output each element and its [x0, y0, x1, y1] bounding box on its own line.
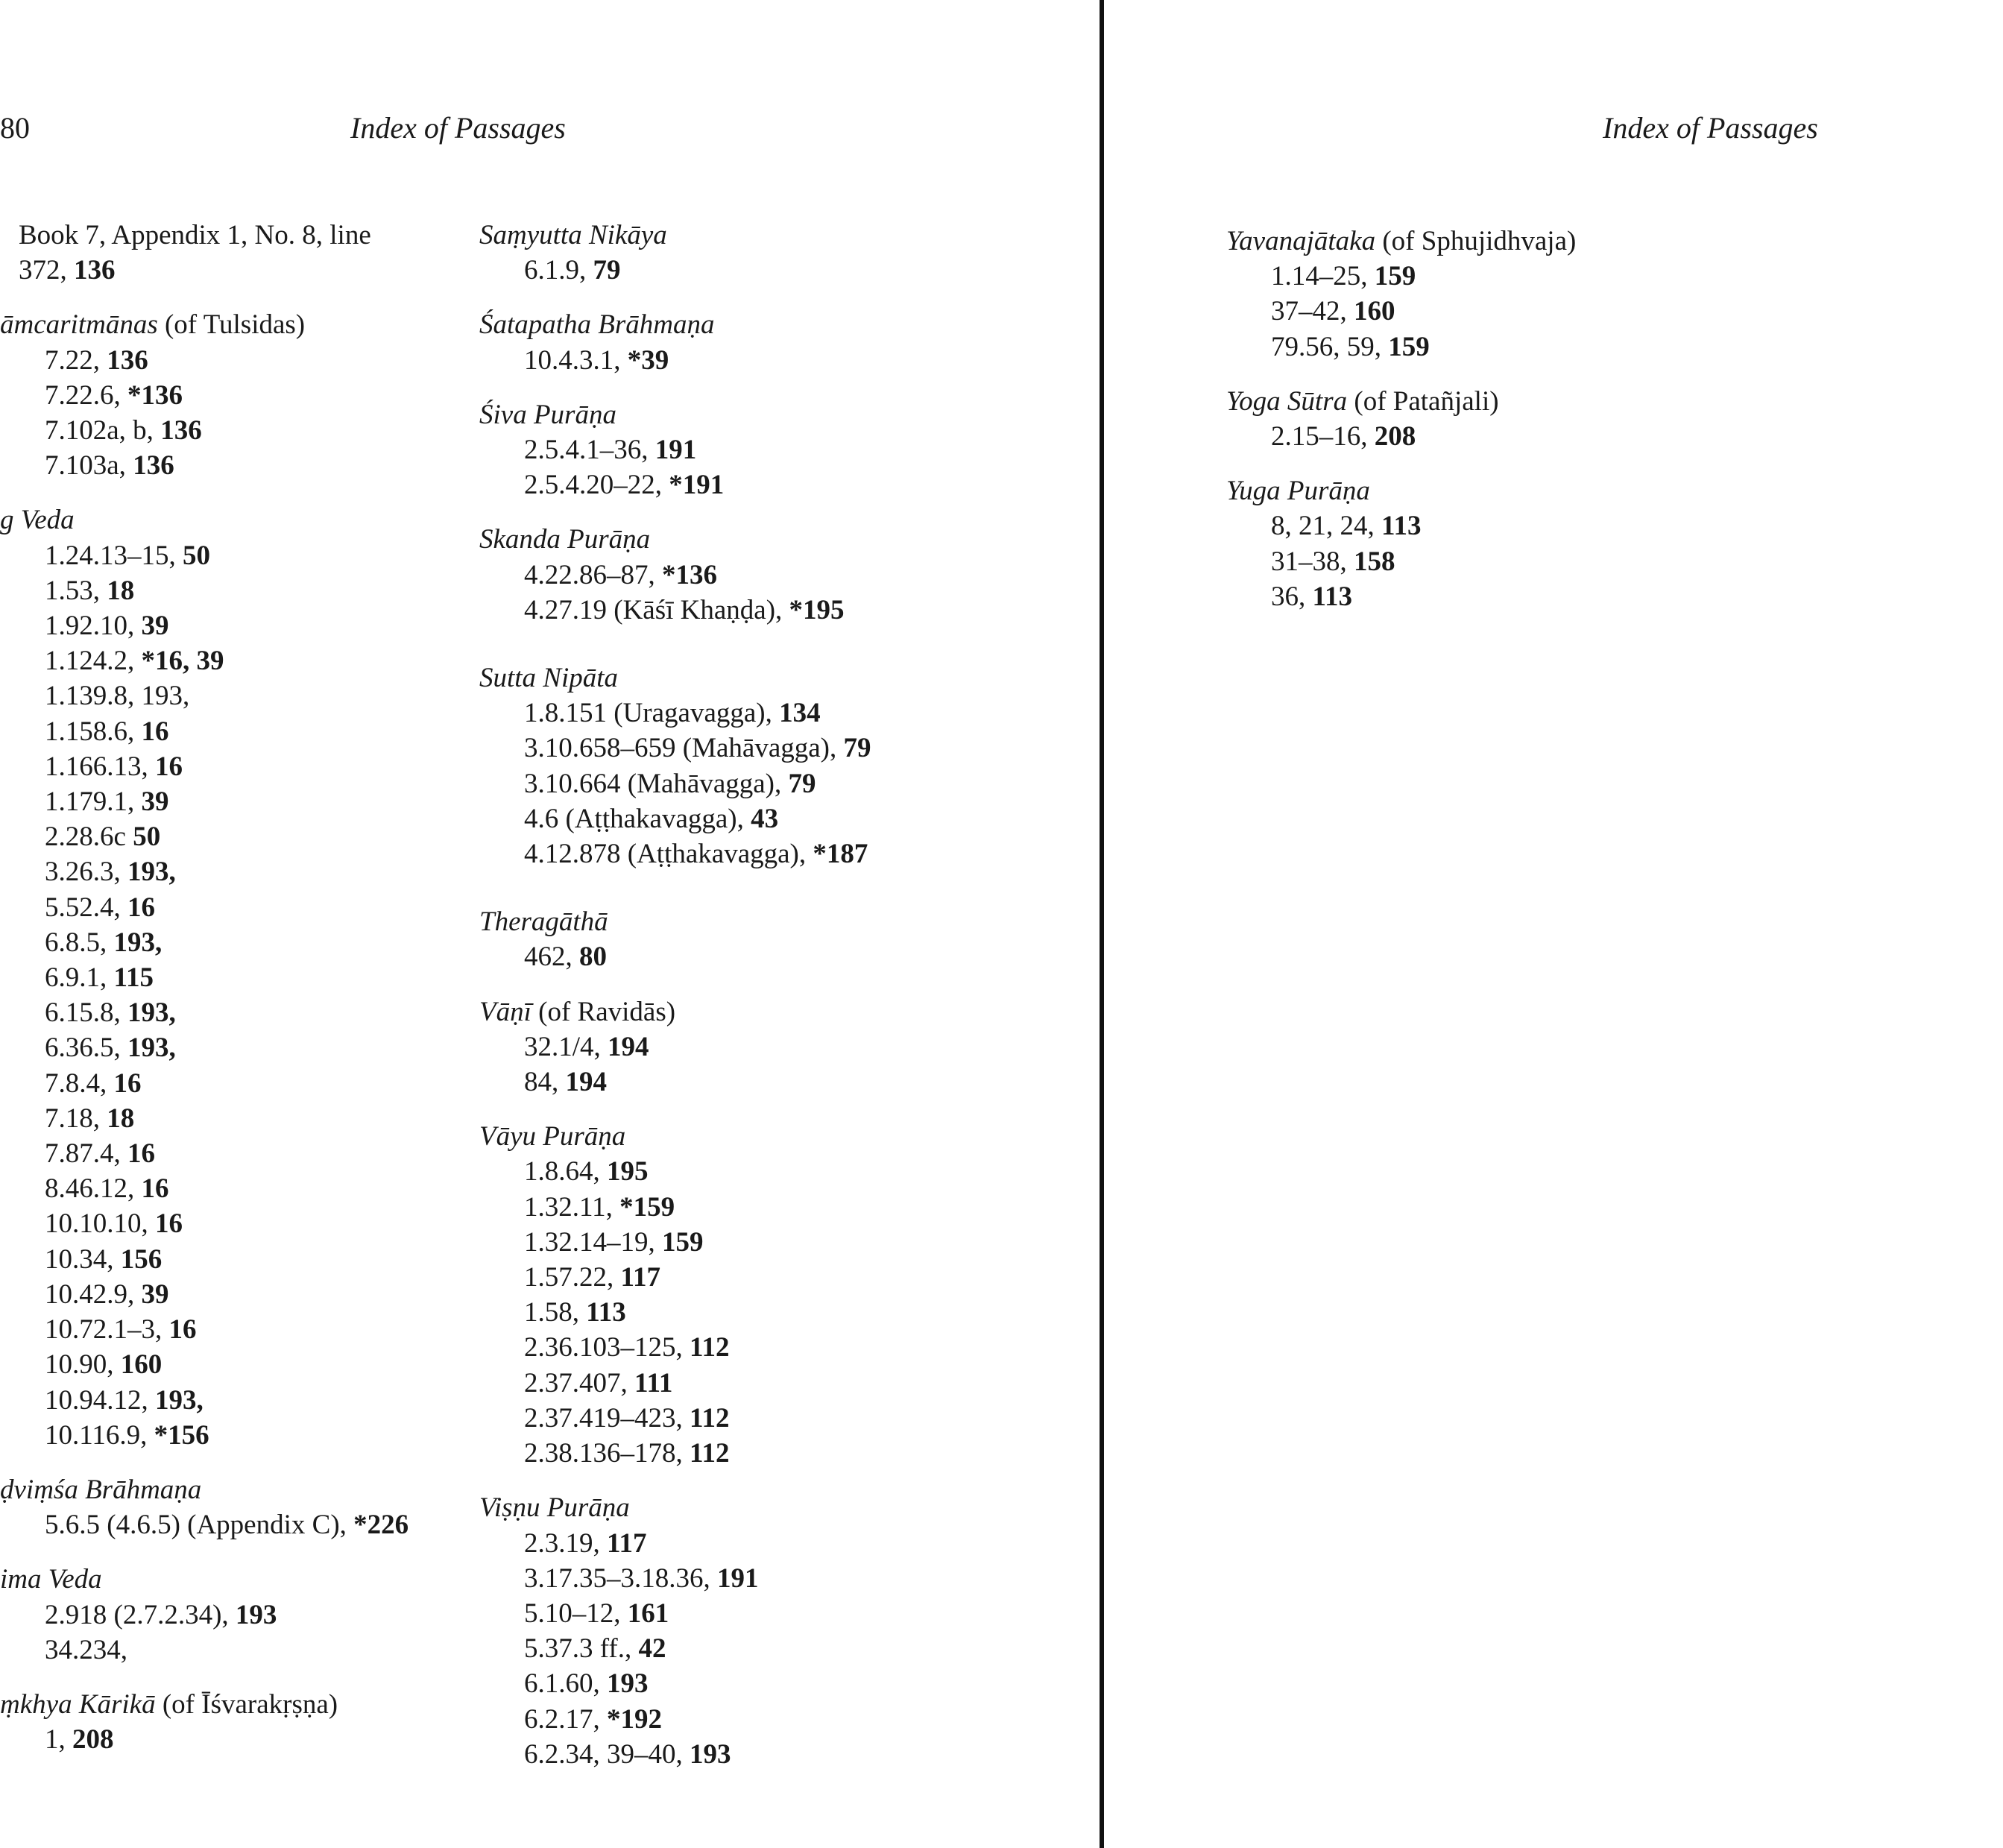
reference-page: 79 — [593, 255, 621, 286]
reference-locator: 3.10.664 (Mahāvagga), — [524, 768, 789, 799]
index-entry — [479, 397, 1046, 503]
reference-page: 193, — [127, 997, 176, 1029]
reference-line — [479, 1561, 1046, 1596]
reference-locator: 1.8.64, — [524, 1156, 607, 1188]
reference-locator: 1.166.13, — [45, 751, 155, 782]
index-column-left-a — [0, 218, 447, 1776]
index-entry — [0, 1562, 447, 1668]
reference-locator: 36, — [1271, 581, 1313, 612]
reference-locator: 462, — [524, 942, 579, 973]
reference-page: 16 — [127, 892, 155, 923]
reference-locator: 7.22, — [45, 344, 107, 376]
index-entry — [0, 218, 447, 288]
index-entry — [1226, 473, 1897, 614]
reference-locator: 1.53, — [45, 575, 107, 606]
reference-locator: 1.24.13–15, — [45, 540, 183, 571]
reference-line — [0, 573, 447, 608]
reference-locator: 4.27.19 (Kāśī Khaṇḍa), — [524, 594, 789, 625]
reference-page: 43 — [751, 803, 779, 834]
page-number: 80 — [0, 111, 30, 145]
reference-locator: 2.28.6c — [45, 821, 133, 853]
index-entry — [1226, 224, 1897, 365]
reference-locator: 2.918 (2.7.2.34), — [45, 1599, 236, 1630]
reference-locator: 4.6 (Aṭṭhakavagga), — [524, 803, 751, 834]
reference-page: *191 — [669, 470, 725, 501]
reference-locator: 6.8.5, — [45, 927, 114, 958]
reference-line — [0, 1633, 447, 1668]
reference-locator: 3.10.658–659 (Mahāvagga), — [524, 733, 844, 764]
reference-locator: 8.46.12, — [45, 1173, 142, 1205]
reference-line — [479, 593, 1046, 628]
text-title: Sutta Nipāta — [479, 663, 619, 694]
reference-line — [0, 1312, 447, 1347]
index-entry — [479, 994, 1046, 1100]
reference-page: 18 — [107, 575, 135, 606]
reference-line — [0, 784, 447, 819]
reference-page: *136 — [127, 379, 183, 411]
index-heading — [0, 307, 447, 342]
index-heading — [479, 994, 1046, 1029]
reference-locator: Book 7, Appendix 1, No. 8, line — [19, 220, 371, 250]
reference-page: 50 — [133, 821, 161, 853]
reference-page: 159 — [662, 1226, 704, 1258]
reference-line — [479, 1526, 1046, 1561]
reference-line — [1226, 544, 1897, 579]
text-title: Yoga Sūtra — [1226, 385, 1348, 417]
index-entry — [0, 307, 447, 483]
reference-line — [479, 1154, 1046, 1189]
reference-line — [479, 801, 1046, 836]
reference-page: 16 — [127, 1138, 155, 1170]
reference-page: 191 — [717, 1562, 759, 1594]
reference-locator: 1.32.11, — [524, 1191, 620, 1223]
text-title: Vāṇī — [479, 996, 531, 1027]
reference-line — [0, 1171, 447, 1206]
text-title: Yuga Purāṇa — [1226, 476, 1370, 507]
reference-locator: 1.58, — [524, 1297, 587, 1328]
index-entry — [0, 502, 447, 1452]
reference-locator: 1.92.10, — [45, 611, 142, 642]
reference-page: 111 — [634, 1367, 673, 1398]
reference-locator: 6.15.8, — [45, 997, 127, 1029]
reference-page: *16, 39 — [141, 646, 224, 677]
text-title: Viṣṇu Purāṇa — [479, 1492, 630, 1524]
reference-line — [479, 1702, 1046, 1737]
reference-page: 117 — [620, 1262, 660, 1293]
reference-locator: 3.17.35–3.18.36, — [524, 1562, 717, 1594]
reference-page: 193 — [607, 1668, 649, 1700]
reference-locator: 1.179.1, — [45, 786, 142, 818]
reference-line — [479, 1596, 1046, 1631]
running-head-left: Index of Passages — [350, 111, 566, 145]
reference-locator: 5.52.4, — [45, 892, 127, 923]
reference-line — [0, 608, 447, 643]
reference-line — [0, 1242, 447, 1277]
text-title: Theragāthā — [479, 906, 608, 938]
reference-page: *195 — [789, 594, 845, 625]
index-entry — [1226, 384, 1897, 454]
reference-locator: 2.38.136–178, — [524, 1438, 690, 1469]
reference-page: *156 — [154, 1419, 209, 1451]
reference-page: 159 — [1374, 261, 1416, 292]
reference-page: 194 — [565, 1067, 607, 1098]
reference-page: 39 — [141, 786, 169, 818]
reference-page: 113 — [1381, 511, 1422, 542]
reference-locator: 10.90, — [45, 1349, 121, 1381]
reference-page: 193, — [155, 1384, 204, 1416]
reference-line — [1226, 259, 1897, 294]
reference-line — [0, 749, 447, 784]
reference-locator: 4.12.878 (Aṭṭhakavagga), — [524, 839, 813, 870]
reference-line — [0, 1136, 447, 1171]
reference-line — [0, 1418, 447, 1453]
reference-page: *136 — [662, 559, 717, 590]
reference-line — [0, 819, 447, 854]
text-author: (of Sphujidhvaja) — [1375, 226, 1577, 256]
reference-line — [1226, 419, 1897, 454]
reference-line — [0, 1383, 447, 1418]
index-heading — [1226, 384, 1897, 419]
text-title: Yavanajātaka — [1226, 226, 1376, 256]
reference-page: 136 — [107, 344, 148, 376]
text-title: Śiva Purāṇa — [479, 399, 616, 430]
reference-page: 159 — [1388, 331, 1430, 362]
reference-locator: 7.22.6, — [45, 379, 127, 411]
text-author: (of Patañjali) — [1347, 385, 1499, 417]
reference-page: 16 — [155, 1208, 183, 1240]
reference-page: 136 — [74, 255, 116, 286]
reference-locator: 6.9.1, — [45, 962, 114, 994]
reference-page: 79 — [788, 768, 816, 799]
reference-locator: 372, — [19, 255, 74, 286]
reference-line — [479, 1631, 1046, 1666]
reference-line — [0, 960, 447, 995]
reference-locator: 8, 21, 24, — [1271, 511, 1381, 542]
reference-locator: 1.8.151 (Uragavagga), — [524, 698, 780, 729]
reference-line — [479, 1260, 1046, 1295]
reference-page: *187 — [813, 839, 868, 870]
reference-locator: 10.4.3.1, — [524, 344, 628, 376]
reference-locator: 7.87.4, — [45, 1138, 127, 1170]
reference-line — [1226, 579, 1897, 614]
index-column-left-b — [479, 218, 1046, 1791]
index-heading — [479, 904, 1046, 939]
reference-locator: 1.124.2, — [45, 646, 142, 677]
reference-locator: 2.37.419–423, — [524, 1402, 690, 1434]
reference-locator: 6.2.34, 39–40, — [524, 1738, 690, 1770]
reference-page: *192 — [607, 1703, 662, 1735]
reference-page: 134 — [779, 698, 821, 729]
reference-page: 16 — [141, 1173, 169, 1205]
reference-line — [0, 1206, 447, 1241]
index-entry — [479, 904, 1046, 974]
reference-line — [479, 939, 1046, 974]
reference-locator: 2.3.19, — [524, 1527, 607, 1559]
reference-page: 50 — [183, 540, 210, 571]
reference-page: 39 — [141, 1278, 169, 1310]
reference-locator: 5.10–12, — [524, 1598, 628, 1629]
reference-locator: 10.42.9, — [45, 1278, 142, 1310]
reference-line — [479, 1366, 1046, 1401]
index-entry — [0, 1472, 447, 1542]
index-heading — [0, 502, 447, 537]
reference-locator: 2.37.407, — [524, 1367, 634, 1398]
reference-locator: 2.5.4.20–22, — [524, 470, 669, 501]
reference-page: 42 — [638, 1633, 666, 1665]
reference-locator: 10.34, — [45, 1243, 121, 1275]
index-entry — [479, 522, 1046, 628]
reference-page: 112 — [690, 1438, 730, 1469]
reference-page: 193, — [127, 1032, 176, 1064]
reference-locator: 2.36.103–125, — [524, 1332, 690, 1363]
reference-page: 112 — [690, 1402, 730, 1434]
reference-locator: 37–42, — [1271, 296, 1354, 327]
reference-line — [479, 1737, 1046, 1772]
reference-locator: 2.15–16, — [1271, 421, 1375, 452]
reference-line — [479, 343, 1046, 378]
reference-page: 193 — [690, 1738, 731, 1770]
reference-locator: 6.1.9, — [524, 255, 593, 286]
reference-locator: 7.18, — [45, 1103, 107, 1134]
reference-line — [0, 538, 447, 573]
index-heading — [0, 1472, 447, 1507]
reference-page: 115 — [113, 962, 154, 994]
reference-page: 18 — [107, 1103, 135, 1134]
index-entry — [0, 1687, 447, 1757]
reference-page: *226 — [353, 1510, 409, 1541]
text-author: (of Ravidās) — [531, 996, 676, 1027]
reference-page: 191 — [654, 435, 697, 466]
reference-page: 194 — [608, 1031, 649, 1062]
index-heading — [479, 307, 1046, 342]
text-author: (of Īśvarakṛṣṇa) — [155, 1688, 338, 1720]
index-heading — [1226, 224, 1897, 259]
reference-page: 16 — [141, 716, 169, 747]
reference-page: *159 — [619, 1191, 675, 1223]
reference-line — [0, 1598, 447, 1633]
reference-line — [479, 1225, 1046, 1260]
reference-line — [479, 432, 1046, 467]
reference-locator: 31–38, — [1271, 546, 1354, 577]
reference-locator: 6.2.17, — [524, 1703, 607, 1735]
reference-line — [0, 1722, 447, 1757]
reference-line — [0, 448, 447, 483]
reference-locator: 3.26.3, — [45, 857, 127, 888]
index-heading — [1226, 473, 1897, 508]
reference-locator: 84, — [524, 1067, 566, 1098]
reference-line — [479, 836, 1046, 871]
reference-page: 113 — [586, 1297, 626, 1328]
reference-locator: 6.36.5, — [45, 1032, 127, 1064]
index-entry — [479, 660, 1046, 871]
reference-page: 16 — [168, 1314, 197, 1346]
text-title: Skanda Purāṇa — [479, 524, 651, 555]
text-title: Vāyu Purāṇa — [479, 1121, 626, 1152]
reference-locator: 2.5.4.1–36, — [524, 435, 655, 466]
reference-page: 136 — [133, 450, 174, 482]
reference-locator: 5.37.3 ff., — [524, 1633, 639, 1665]
reference-locator: 1.139.8, 193, — [45, 681, 190, 712]
index-heading — [479, 1490, 1046, 1525]
reference-locator: 10.10.10, — [45, 1208, 155, 1240]
text-title: āmcaritmānas — [0, 309, 158, 341]
index-heading — [479, 397, 1046, 432]
reference-line — [0, 995, 447, 1030]
index-heading — [0, 1687, 447, 1722]
reference-page: 160 — [1354, 296, 1395, 327]
reference-page: 156 — [120, 1243, 163, 1275]
reference-page: 208 — [1374, 421, 1416, 452]
reference-page: 80 — [579, 942, 607, 973]
index-entry — [479, 1119, 1046, 1471]
reference-line — [1226, 508, 1897, 543]
index-heading — [479, 522, 1046, 557]
reference-line — [0, 890, 447, 925]
reference-line — [479, 1666, 1046, 1701]
index-heading — [479, 218, 1046, 253]
reference-locator: 1.57.22, — [524, 1262, 621, 1293]
index-entry — [479, 307, 1046, 377]
index-heading — [479, 1119, 1046, 1154]
reference-page: 158 — [1354, 546, 1395, 577]
reference-locator: 4.22.86–87, — [524, 559, 662, 590]
reference-line — [0, 1507, 447, 1542]
reference-line — [0, 678, 447, 713]
reference-locator: 10.72.1–3, — [45, 1314, 169, 1346]
reference-locator: 1.32.14–19, — [524, 1226, 662, 1258]
reference-line — [479, 558, 1046, 593]
reference-line — [0, 1277, 447, 1312]
index-entry — [479, 218, 1046, 288]
reference-line — [479, 1401, 1046, 1436]
text-author: (of Tulsidas) — [157, 309, 306, 341]
reference-line — [0, 413, 447, 448]
reference-page: 195 — [607, 1156, 649, 1188]
reference-page: 113 — [1312, 581, 1352, 612]
reference-line — [0, 925, 447, 960]
reference-line — [0, 218, 447, 253]
index-column-right — [1226, 224, 1897, 634]
text-title: ṃkhya Kārikā — [0, 1688, 156, 1720]
reference-line — [0, 1066, 447, 1101]
text-title: Saṃyutta Nikāya — [479, 220, 667, 250]
index-entry — [479, 1490, 1046, 1772]
reference-locator: 10.116.9, — [45, 1419, 154, 1451]
text-title: ḍviṃśa Brāhmaṇa — [0, 1474, 202, 1505]
reference-page: 16 — [113, 1068, 142, 1099]
reference-page: 160 — [120, 1349, 163, 1381]
reference-page: 161 — [627, 1598, 669, 1629]
reference-page: 136 — [160, 415, 202, 447]
reference-line — [479, 1190, 1046, 1225]
index-heading — [0, 1562, 447, 1597]
reference-locator: 7.102a, b, — [45, 415, 161, 447]
reference-line — [0, 1030, 447, 1065]
reference-locator: 1, — [45, 1724, 72, 1756]
text-title: ima Veda — [0, 1564, 102, 1595]
reference-line — [479, 1065, 1046, 1100]
index-heading — [479, 660, 1046, 696]
text-title: g Veda — [0, 505, 75, 536]
reference-line — [479, 731, 1046, 766]
reference-locator: 1.158.6, — [45, 716, 142, 747]
reference-page: 193, — [113, 927, 163, 958]
reference-line — [0, 854, 447, 889]
reference-line — [0, 343, 447, 378]
reference-line — [0, 1347, 447, 1382]
running-head-right: Index of Passages — [1603, 111, 1818, 145]
reference-line — [0, 1101, 447, 1136]
reference-locator: 5.6.5 (4.6.5) (Appendix C), — [45, 1510, 354, 1541]
reference-line — [0, 643, 447, 678]
reference-page: 208 — [72, 1724, 114, 1756]
reference-line — [0, 714, 447, 749]
reference-line — [479, 467, 1046, 502]
reference-page: 39 — [141, 611, 169, 642]
reference-line — [479, 696, 1046, 731]
reference-page: *39 — [627, 344, 669, 376]
reference-locator: 34.234, — [45, 1634, 127, 1665]
reference-line — [479, 1029, 1046, 1065]
reference-locator: 6.1.60, — [524, 1668, 607, 1700]
text-title: Śatapatha Brāhmaṇa — [479, 309, 715, 341]
reference-page: 193 — [235, 1599, 277, 1630]
reference-page: 16 — [155, 751, 183, 782]
reference-page: 117 — [607, 1527, 647, 1559]
reference-line — [479, 1436, 1046, 1471]
reference-locator: 7.103a, — [45, 450, 133, 482]
reference-line — [1226, 294, 1897, 329]
reference-locator: 7.8.4, — [45, 1068, 114, 1099]
reference-line — [479, 1295, 1046, 1330]
reference-locator: 79.56, 59, — [1271, 331, 1389, 362]
page-gutter — [1100, 0, 1104, 1848]
reference-line — [479, 766, 1046, 801]
reference-locator: 10.94.12, — [45, 1384, 155, 1416]
reference-line — [0, 378, 447, 413]
reference-line — [0, 253, 447, 288]
reference-locator: 1.14–25, — [1271, 261, 1375, 292]
reference-page: 79 — [843, 733, 871, 764]
reference-locator: 32.1/4, — [524, 1031, 608, 1062]
reference-page: 193, — [127, 857, 176, 888]
reference-line — [1226, 329, 1897, 365]
reference-line — [479, 253, 1046, 288]
reference-line — [479, 1330, 1046, 1365]
reference-page: 112 — [690, 1332, 730, 1363]
